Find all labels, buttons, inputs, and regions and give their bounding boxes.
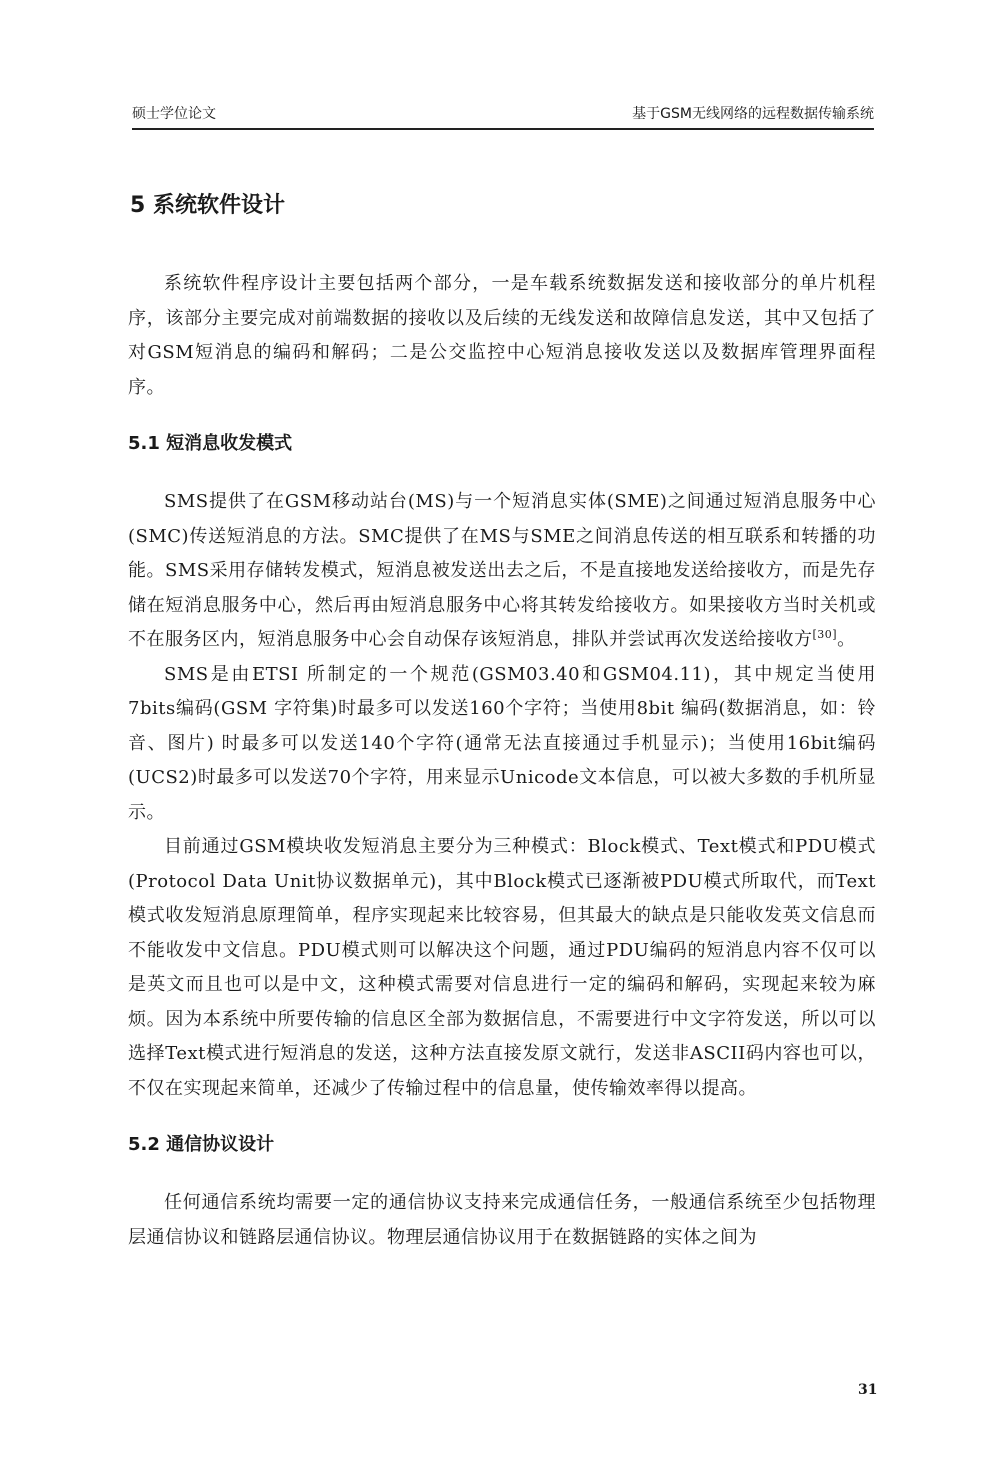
section-5-1-paragraph-1-text: SMS提供了在GSM移动站台(MS)与一个短消息实体(SME)之间通过短消息服务中心(SMC)传送短消息的方法。SMC提供了在MS与SME之间消息传送的相互联系和转播的功能。SMS采用存储转发模式，短消息被发送出去之后，不是直接地发送给接收方，而是先存储在短消息服务中心，然后再由短消息服务中心将其转发给接收方。如果接收方当时关机或不在服务区内，短消息服务中心会自动保存该短消息，排队并尝试再次发送给接收方 [128, 491, 876, 650]
intro-paragraph: 系统软件程序设计主要包括两个部分，一是车载系统数据发送和接收部分的单片机程序，该部分主要完成对前端数据的接收以及后续的无线发送和故障信息发送，其中又包括了对GSM短消息的编码和解码；二是公交监控中心短消息接收发送以及数据库管理界面程序。 [128, 273, 876, 398]
section-5-1-paragraph-1 [128, 485, 876, 658]
page-body [128, 188, 876, 1255]
citation-30: [30] [812, 628, 838, 641]
chapter-title: 5 系统软件设计 [130, 193, 285, 218]
page-number: 31 [858, 1382, 878, 1398]
section-5-1-paragraph-2: SMS是由ETSI 所制定的一个规范(GSM03.40和GSM04.11)，其中规定当使用7bits编码(GSM 字符集)时最多可以发送160个字符；当使用8bit 编码(数据消息，如：铃音、图片) 时最多可以发送140个字符(通常无法直接通过手机显示)；当使用16bit编码(UCS2)时最多可以发送70个字符，用来显示Unicode文本信息，可以被大多数的手机所显示。 [128, 663, 876, 823]
section-5-2-title: 5.2 通信协议设计 [128, 1134, 275, 1155]
section-5-2-paragraph-1: 任何通信系统均需要一定的通信协议支持来完成通信任务，一般通信系统至少包括物理层通信协议和链路层通信协议。物理层通信协议用于在数据链路的实体之间为 [128, 1192, 876, 1248]
header-divider [132, 128, 874, 129]
running-header [132, 103, 874, 130]
section-5-1-paragraph-1-end: 。 [837, 629, 856, 650]
section-5-1-title: 5.1 短消息收发模式 [128, 433, 293, 454]
header-left-title: 硕士学位论文 [132, 106, 216, 122]
section-5-1-paragraph-3: 目前通过GSM模块收发短消息主要分为三种模式：Block模式、Text模式和PDU模式(Protocol Data Unit协议数据单元)，其中Block模式已逐渐被PDU模式所取代，而Text模式收发短消息原理简单，程序实现起来比较容易，但其最大的缺点是只能收发英文信息而不能收发中文信息。PDU模式则可以解决这个问题，通过PDU编码的短消息内容不仅可以是英文而且也可以是中文，这种模式需要对信息进行一定的编码和解码，实现起来较为麻烦。因为本系统中所要传输的信息区全部为数据信息，不需要进行中文字符发送，所以可以选择Text模式进行短消息的发送，这种方法直接发原文就行，发送非ASCII码内容也可以，不仅在实现起来简单，还减少了传输过程中的信息量，使传输效率得以提高。 [128, 836, 876, 1099]
header-right-title: 基于GSM无线网络的远程数据传输系统 [632, 106, 874, 122]
